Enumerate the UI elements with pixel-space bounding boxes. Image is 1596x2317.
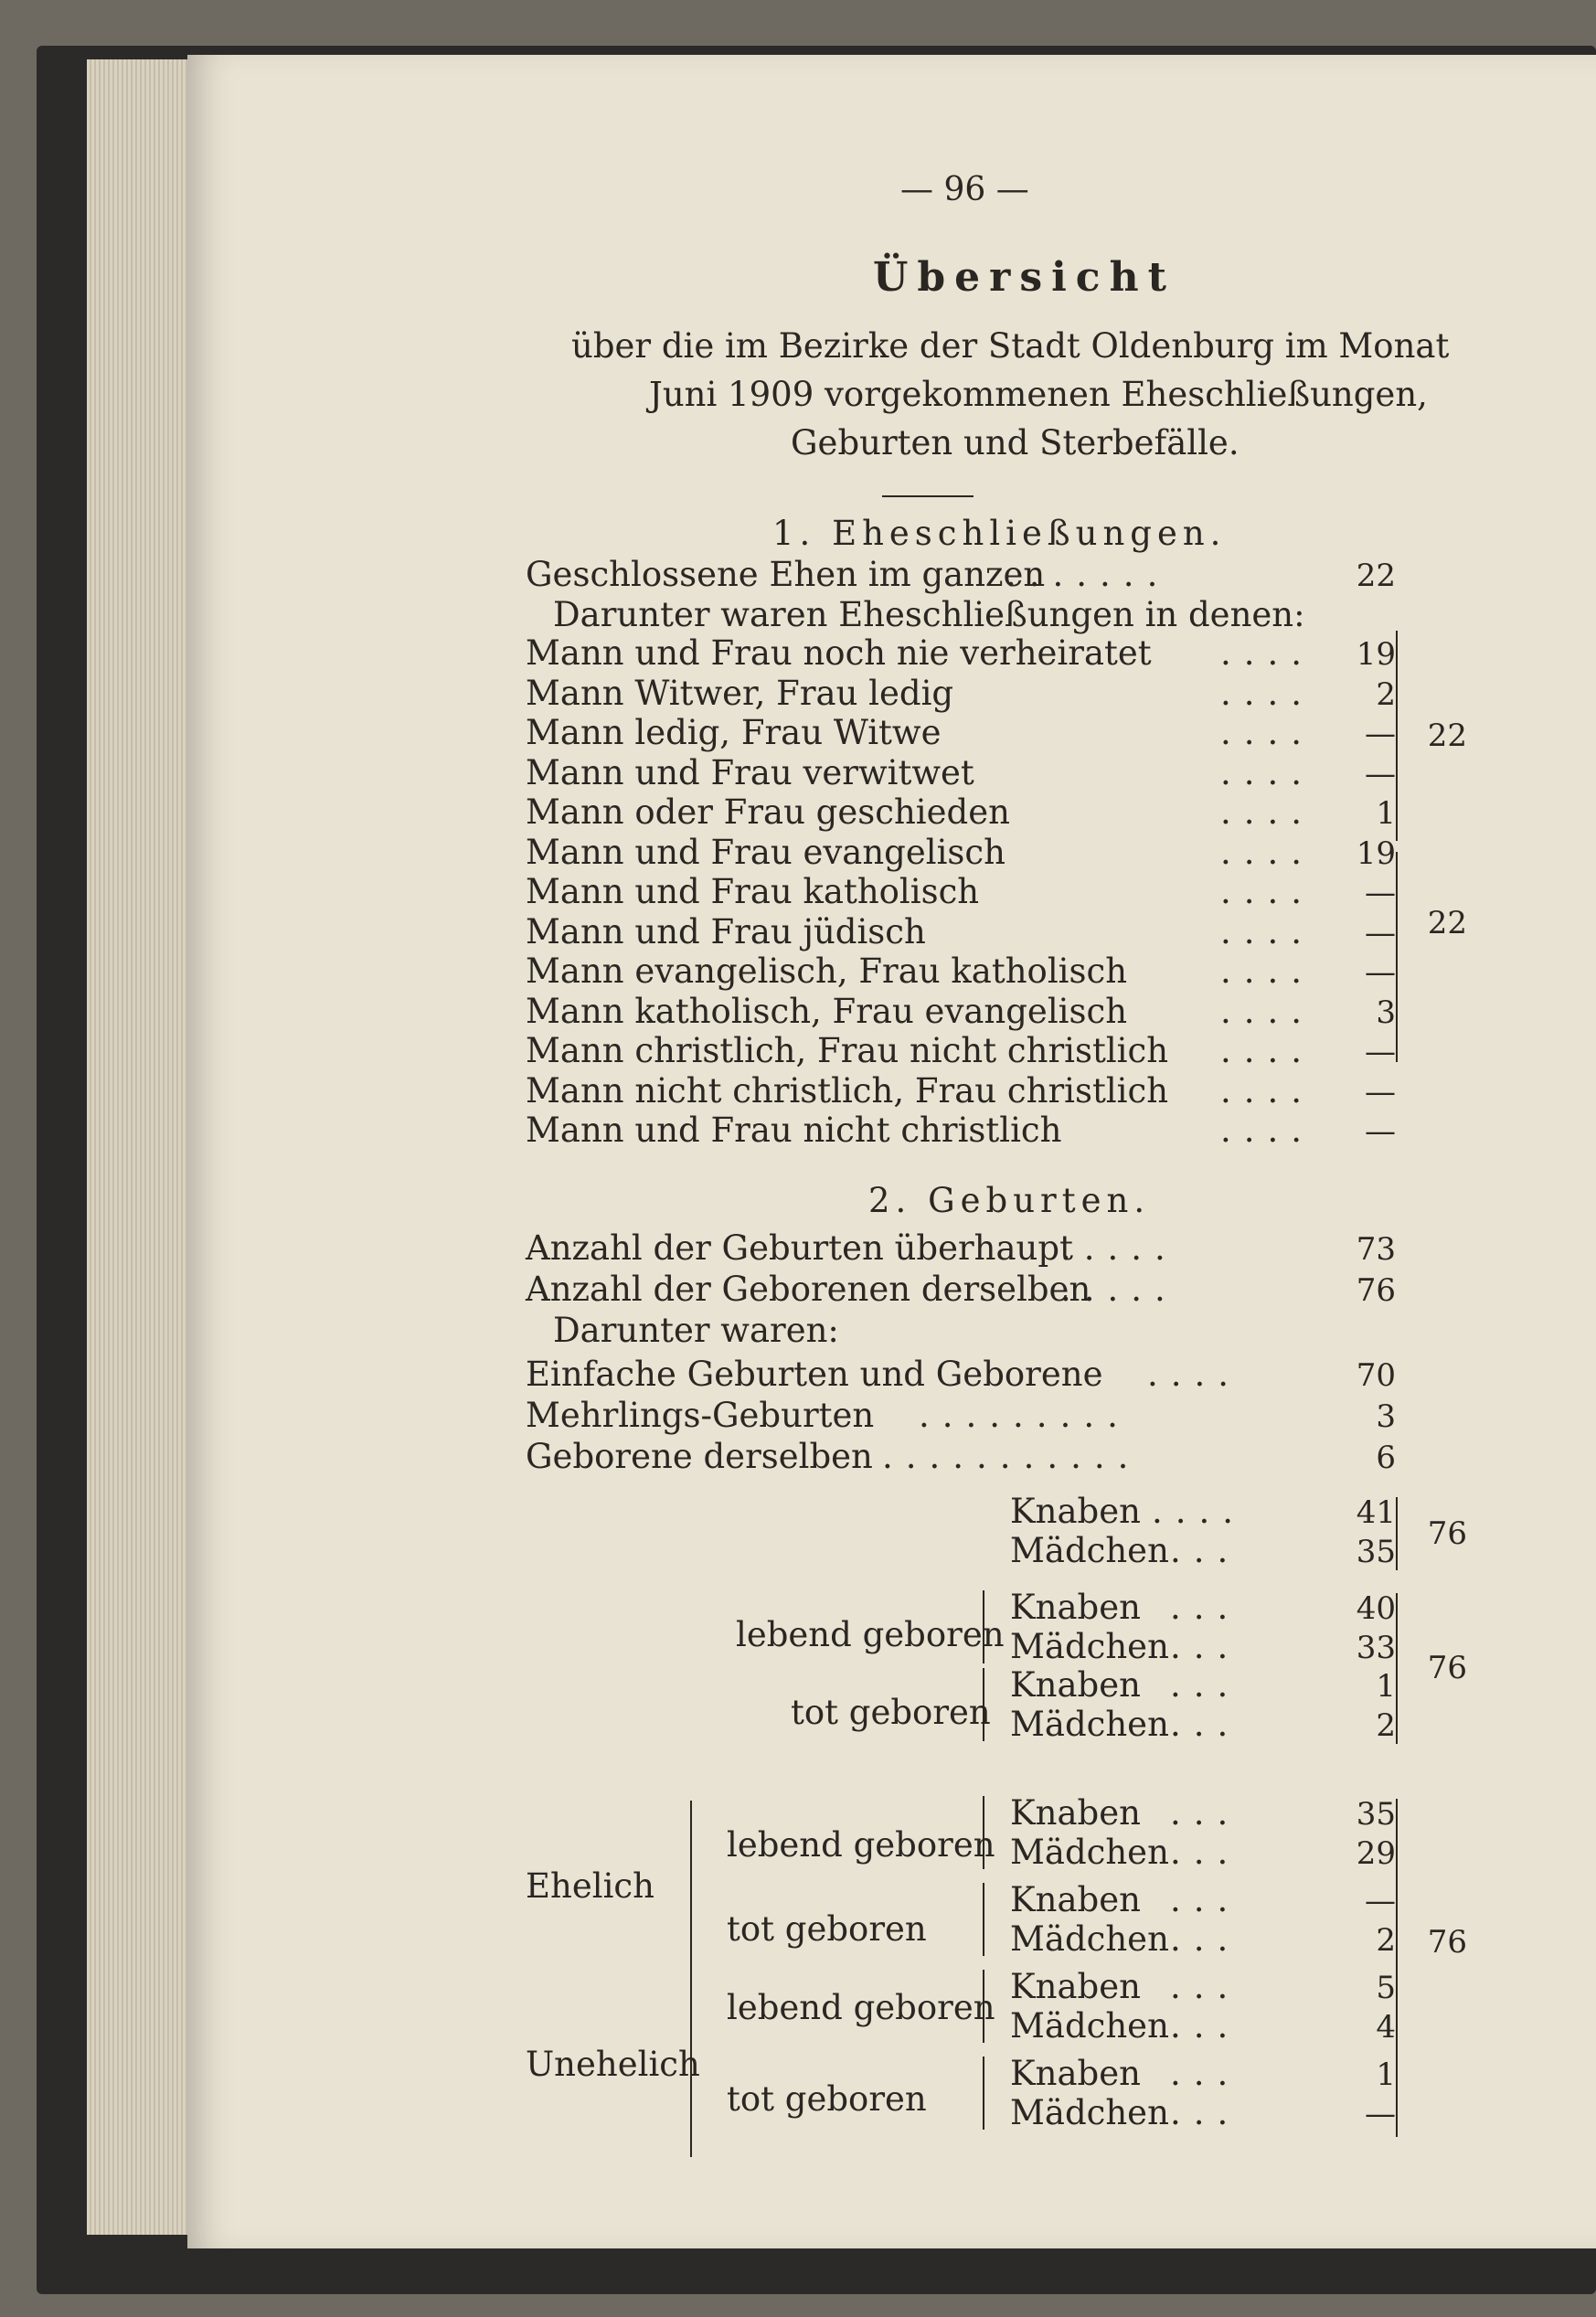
brace-marriage-religion (1396, 852, 1398, 1062)
lebend-knaben-value: 40 (1356, 1590, 1396, 1627)
dot-leader: ... (1170, 1705, 1241, 1744)
brace-gender (1396, 1497, 1398, 1570)
dot-leader: .... (1220, 833, 1315, 872)
ehelich-label: Ehelich (526, 1866, 654, 1906)
brace-ehelich-tot (983, 1883, 984, 1956)
brace-unehelich-tot (983, 2057, 984, 2130)
marriage-row-label: Mann und Frau jüdisch (526, 912, 926, 951)
marriage-row-value: — (1365, 915, 1396, 951)
marriages-intro: Darunter waren Eheschließungen in denen: (553, 595, 1305, 634)
marriage-row-label: Mann und Frau katholisch (526, 872, 980, 911)
ehelich-tot-maedchen-value: 2 (1376, 1922, 1396, 1959)
legit-total: 76 (1427, 1924, 1467, 1961)
dot-leader: ... (1170, 1919, 1241, 1959)
dot-leader: ... (1170, 2093, 1241, 2132)
marriage-row-label: Mann und Frau verwitwet (526, 753, 974, 792)
dot-leader: .... (1220, 633, 1315, 673)
marriage-row-value: 3 (1376, 994, 1396, 1031)
tot-maedchen-label: Mädchen (1010, 1705, 1169, 1744)
marriages-group-total-2: 22 (1427, 905, 1467, 941)
tot-knaben-value: 1 (1376, 1668, 1396, 1705)
page (187, 55, 1596, 2248)
subtitle-line-2: Juni 1909 vorgekommenen Eheschließungen, (649, 375, 1428, 414)
brace-lebend (983, 1590, 984, 1663)
dot-leader: .... (1220, 713, 1315, 752)
marriage-row-label: Mann ledig, Frau Witwe (526, 713, 942, 752)
tot-group-label: tot geboren (791, 1693, 991, 1732)
dot-leader: .... (1220, 992, 1315, 1031)
marriages-total-value: 22 (1356, 558, 1396, 594)
dot-leader: .... (1220, 912, 1315, 951)
dot-leader: ... (1170, 1967, 1241, 2006)
unehelich-tot-maedchen-value: — (1365, 2096, 1396, 2132)
gender-maedchen-value: 35 (1356, 1534, 1396, 1570)
dot-leader: .... (1152, 1492, 1247, 1531)
brace-ehelich-lebend (983, 1796, 984, 1869)
ehelich-tot-label: tot geboren (727, 1909, 927, 1949)
marriage-row-value: 19 (1356, 636, 1396, 673)
births-sub-row-3-label: Geborene derselben (526, 1437, 873, 1476)
page-title: Übersicht (873, 254, 1176, 301)
marriage-row-value: — (1365, 1113, 1396, 1150)
dot-leader: ... (1170, 1833, 1241, 1872)
ehelich-lebend-maedchen-label: Mädchen (1010, 1833, 1169, 1872)
ehelich-tot-knaben-label: Knaben (1010, 1880, 1141, 1919)
lebend-group-label: lebend geboren (736, 1615, 1005, 1654)
dot-leader: .... (1220, 1111, 1315, 1150)
dot-leader: ... (1170, 1880, 1241, 1919)
title-divider (882, 495, 974, 497)
dot-leader: ........... (882, 1437, 1142, 1476)
gender-total: 76 (1427, 1515, 1467, 1552)
brace-unehelich (690, 1979, 692, 2157)
dot-leader: ..... (1060, 1270, 1178, 1309)
subtitle-line-1: über die im Bezirke der Stadt Oldenburg im Monat (571, 326, 1450, 366)
marriage-row-label: Mann nicht christlich, Frau christlich (526, 1071, 1169, 1111)
unehelich-tot-label: tot geboren (727, 2079, 927, 2119)
dot-leader: .... (1220, 1071, 1315, 1111)
marriage-row-value: 2 (1376, 676, 1396, 713)
dot-leader: ... (1170, 2006, 1241, 2046)
brace-unehelich-lebend (983, 1970, 984, 2043)
births-intro: Darunter waren: (553, 1311, 839, 1350)
marriage-row-label: Mann evangelisch, Frau katholisch (526, 951, 1128, 991)
marriage-row-label: Mann christlich, Frau nicht christlich (526, 1031, 1169, 1070)
marriages-group-total-1: 22 (1427, 717, 1467, 754)
ehelich-lebend-maedchen-value: 29 (1356, 1835, 1396, 1872)
gender-knaben-value: 41 (1356, 1494, 1396, 1531)
ehelich-lebend-knaben-value: 35 (1356, 1796, 1396, 1833)
births-sub-row-3-value: 6 (1376, 1440, 1396, 1476)
births-row-1-label: Anzahl der Geburten überhaupt (526, 1228, 1073, 1268)
marriage-row-value: — (1365, 756, 1396, 792)
ehelich-lebend-label: lebend geboren (727, 1825, 995, 1865)
brace-tot (983, 1668, 984, 1741)
lebend-maedchen-label: Mädchen (1010, 1627, 1169, 1666)
births-sub-row-2-value: 3 (1376, 1398, 1396, 1435)
births-row-2-value: 76 (1356, 1272, 1396, 1309)
unehelich-lebend-maedchen-value: 4 (1376, 2009, 1396, 2046)
ehelich-tot-knaben-value: — (1365, 1883, 1396, 1919)
brace-marriage-status (1396, 631, 1398, 841)
dot-leader: .... (1220, 872, 1315, 911)
dot-leader: .... (1147, 1355, 1242, 1394)
marriage-row-value: 1 (1376, 795, 1396, 832)
status-total: 76 (1427, 1650, 1467, 1686)
births-row-2-label: Anzahl der Geborenen derselben (526, 1270, 1091, 1309)
gender-knaben-label: Knaben (1010, 1492, 1141, 1531)
dot-leader: ... (1170, 1588, 1241, 1627)
page-edges (87, 59, 197, 2235)
ehelich-tot-maedchen-label: Mädchen (1010, 1919, 1169, 1959)
unehelich-lebend-maedchen-label: Mädchen (1010, 2006, 1169, 2046)
dot-leader: .... (1220, 1031, 1315, 1070)
births-heading: 2. Geburten. (868, 1181, 1151, 1220)
births-sub-row-2-label: Mehrlings-Geburten (526, 1396, 875, 1435)
marriage-row-label: Mann und Frau evangelisch (526, 833, 1005, 872)
dot-leader: .... (1220, 951, 1315, 991)
gender-maedchen-label: Mädchen (1010, 1531, 1169, 1570)
dot-leader: .... (1220, 674, 1315, 713)
marriages-heading: 1. Eheschließungen. (772, 514, 1227, 553)
unehelich-tot-knaben-label: Knaben (1010, 2054, 1141, 2093)
marriage-row-label: Mann Witwer, Frau ledig (526, 674, 954, 713)
marriage-row-label: Mann oder Frau geschieden (526, 792, 1010, 832)
marriage-row-value: — (1365, 1074, 1396, 1111)
brace-legit (1396, 1799, 1398, 2137)
births-row-1-value: 73 (1356, 1231, 1396, 1268)
marriage-row-label: Mann katholisch, Frau evangelisch (526, 992, 1128, 1031)
dot-leader: ......... (919, 1396, 1131, 1435)
tot-maedchen-value: 2 (1376, 1707, 1396, 1744)
unehelich-label: Unehelich (526, 2045, 700, 2084)
dot-leader: .... (1220, 792, 1315, 832)
marriages-total-label: Geschlossene Ehen im ganzen (526, 555, 1046, 594)
marriage-row-label: Mann und Frau noch nie verheiratet (526, 633, 1152, 673)
unehelich-lebend-knaben-label: Knaben (1010, 1967, 1141, 2006)
dot-leader: ....... (1005, 555, 1171, 594)
dot-leader: ... (1170, 1793, 1241, 1833)
tot-knaben-label: Knaben (1010, 1665, 1141, 1705)
dot-leader: ... (1170, 2054, 1241, 2093)
lebend-knaben-label: Knaben (1010, 1588, 1141, 1627)
marriage-row-label: Mann und Frau nicht christlich (526, 1111, 1062, 1150)
marriage-row-value: 19 (1356, 835, 1396, 872)
subtitle-line-3: Geburten und Sterbefälle. (791, 423, 1240, 462)
brace-status (1396, 1593, 1398, 1744)
ehelich-lebend-knaben-label: Knaben (1010, 1793, 1141, 1833)
brace-ehelich (690, 1801, 692, 1979)
marriage-row-value: — (1365, 1034, 1396, 1070)
dot-leader: .... (1220, 753, 1315, 792)
dot-leader: ..... (1060, 1228, 1178, 1268)
page-number: — 96 — (900, 171, 1029, 208)
births-sub-row-1-label: Einfache Geburten und Geborene (526, 1355, 1103, 1394)
lebend-maedchen-value: 33 (1356, 1630, 1396, 1666)
dot-leader: ... (1170, 1627, 1241, 1666)
marriage-row-value: — (1365, 954, 1396, 991)
unehelich-lebend-label: lebend geboren (727, 1988, 995, 2027)
unehelich-tot-maedchen-label: Mädchen (1010, 2093, 1169, 2132)
births-sub-row-1-value: 70 (1356, 1357, 1396, 1394)
dot-leader: ... (1170, 1531, 1241, 1570)
unehelich-tot-knaben-value: 1 (1376, 2057, 1396, 2093)
marriage-row-value: — (1365, 875, 1396, 911)
dot-leader: ... (1170, 1665, 1241, 1705)
marriage-row-value: — (1365, 716, 1396, 752)
unehelich-lebend-knaben-value: 5 (1376, 1970, 1396, 2006)
